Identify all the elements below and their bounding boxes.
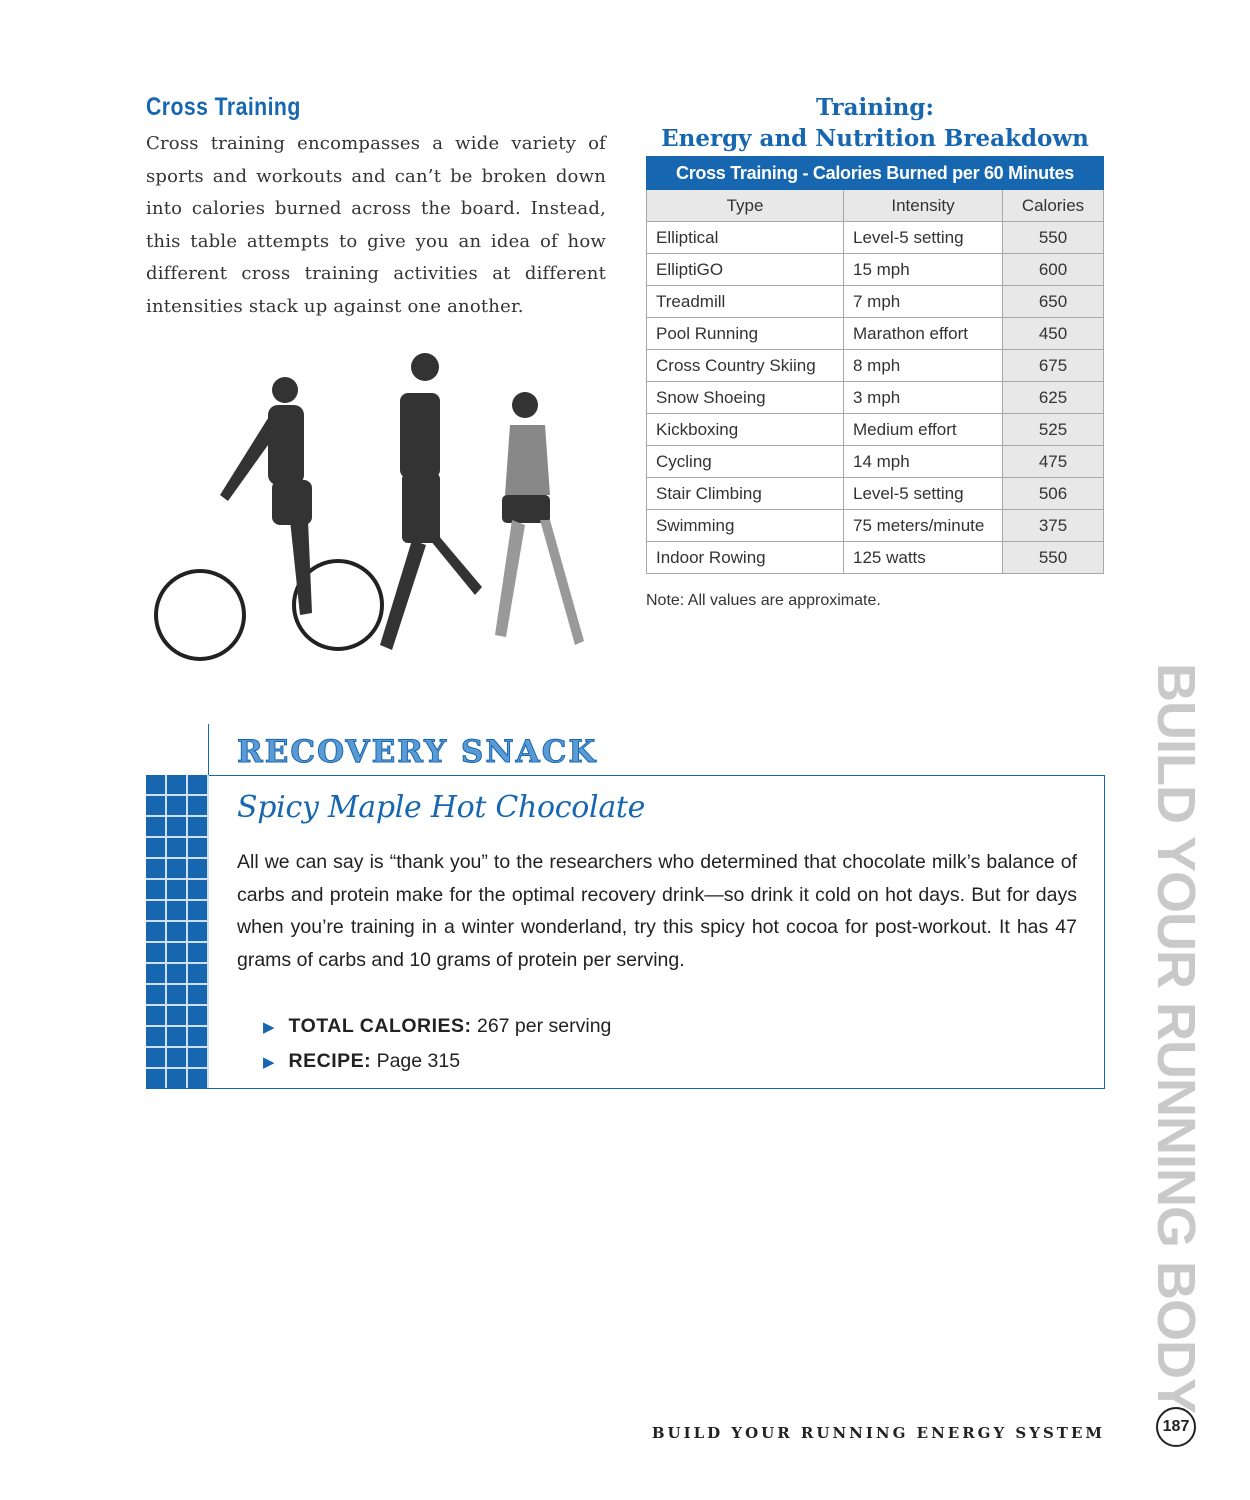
cell-type: Pool Running [647, 318, 844, 350]
bullet-value: Page 315 [376, 1049, 461, 1072]
recovery-snack-label: RECOVERY SNACK [237, 734, 598, 770]
bullet-recipe [263, 1045, 611, 1080]
table-caption: Cross Training - Calories Burned per 60 Minutes [647, 157, 1104, 190]
section-body: Cross training encompasses a wide variety of sports and workouts and can’t be broken down into calories burned across the board. Instead, this table attempts to give you an idea of how different cross training activities at different intensities stack up against one another. [146, 133, 606, 317]
table-row [647, 318, 1104, 350]
recipe-bullets [263, 1010, 611, 1079]
table-title [646, 92, 1104, 154]
table-row [647, 350, 1104, 382]
cell-type: Swimming [647, 510, 844, 542]
table-header-row [647, 190, 1104, 222]
table-row [647, 414, 1104, 446]
cell-intensity: 3 mph [844, 382, 1003, 414]
cell-intensity: 15 mph [844, 254, 1003, 286]
cell-intensity: Medium effort [844, 414, 1003, 446]
table-title-line1: Training: [816, 94, 934, 121]
cell-type: Elliptical [647, 222, 844, 254]
bullet-label: TOTAL CALORIES: [288, 1015, 472, 1037]
bullet-value: 267 per serving [476, 1015, 612, 1037]
table-row [647, 478, 1104, 510]
cell-calories: 550 [1003, 222, 1104, 254]
header-intensity: Intensity [844, 190, 1003, 222]
table-row [647, 222, 1104, 254]
table-row [647, 542, 1104, 574]
calories-table [646, 156, 1104, 574]
cell-intensity: 14 mph [844, 446, 1003, 478]
cell-intensity: 75 meters/minute [844, 510, 1003, 542]
header-type: Type [647, 190, 844, 222]
section-heading: Cross Training [146, 93, 301, 121]
cell-intensity: Level-5 setting [844, 478, 1003, 510]
cell-calories: 600 [1003, 254, 1104, 286]
cell-intensity: Marathon effort [844, 318, 1003, 350]
side-title-text: BUILD YOUR RUNNING BODY [1146, 662, 1206, 1414]
cell-type: Stair Climbing [647, 478, 844, 510]
cell-intensity: 8 mph [844, 350, 1003, 382]
cell-intensity: 7 mph [844, 286, 1003, 318]
cell-calories: 506 [1003, 478, 1104, 510]
bullet-calories [263, 1010, 611, 1045]
table-row [647, 286, 1104, 318]
cell-type: Snow Shoeing [647, 382, 844, 414]
page-number: 187 [1156, 1407, 1196, 1447]
cell-calories: 375 [1003, 510, 1104, 542]
running-footer: BUILD YOUR RUNNING ENERGY SYSTEM [651, 1424, 1105, 1442]
cell-intensity: 125 watts [844, 542, 1003, 574]
table-row [647, 510, 1104, 542]
cell-calories: 525 [1003, 414, 1104, 446]
cell-calories: 450 [1003, 318, 1104, 350]
bullet-label: RECIPE: [288, 1049, 372, 1072]
cell-calories: 475 [1003, 446, 1104, 478]
recipe-body: All we can say is “thank you” to the researchers who determined that chocolate milk’s balance of carbs and protein make for the optimal recovery drink—so drink it cold on hot days. But for days when you’re training in a winter wonderland, try this spicy hot cocoa for post-workout. It has 47 grams of carbs and 10 grams of protein per serving. [237, 851, 1077, 971]
grid-decoration [146, 775, 209, 1088]
cell-type: ElliptiGO [647, 254, 844, 286]
divider [208, 724, 209, 776]
cyclist-and-runners-photo [150, 345, 600, 690]
triangle-bullet-icon: ▶ [263, 1019, 275, 1036]
table-row [647, 254, 1104, 286]
cell-intensity: Level-5 setting [844, 222, 1003, 254]
side-chapter-title [1146, 662, 1206, 1414]
header-calories: Calories [1003, 190, 1104, 222]
cell-calories: 550 [1003, 542, 1104, 574]
recipe-title: Spicy Maple Hot Chocolate [237, 790, 646, 825]
cell-type: Kickboxing [647, 414, 844, 446]
cell-calories: 625 [1003, 382, 1104, 414]
cell-type: Treadmill [647, 286, 844, 318]
table-note: Note: All values are approximate. [646, 592, 881, 609]
cell-type: Cycling [647, 446, 844, 478]
cell-calories: 650 [1003, 286, 1104, 318]
table-row [647, 446, 1104, 478]
cell-calories: 675 [1003, 350, 1104, 382]
cell-type: Indoor Rowing [647, 542, 844, 574]
cell-type: Cross Country Skiing [647, 350, 844, 382]
triangle-bullet-icon: ▶ [263, 1053, 275, 1071]
table-row [647, 382, 1104, 414]
table-title-line2: Energy and Nutrition Breakdown [661, 125, 1089, 152]
